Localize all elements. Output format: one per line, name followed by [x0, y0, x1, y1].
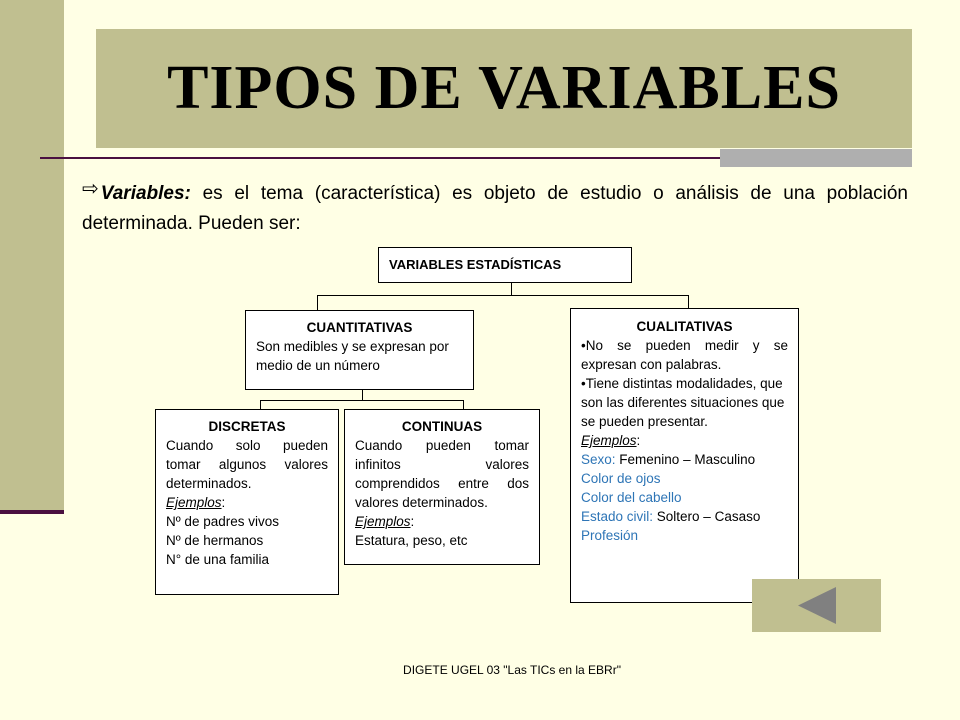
slide-footer: DIGETE UGEL 03 "Las TICs en la EBRr": [403, 663, 621, 677]
left-accent-bar: [0, 0, 64, 512]
cuantitativas-box: [245, 310, 474, 390]
discretas-example-2: Nº de hermanos: [166, 533, 264, 548]
cualitativas-title: CUALITATIVAS: [636, 319, 733, 334]
cualitativas-point-2: •Tiene distintas modalidades, que son las diferentes situaciones que se pueden presentar.: [581, 376, 785, 429]
cualitativas-example-2: Color de ojos: [581, 471, 661, 486]
intro-paragraph: [82, 178, 908, 239]
intro-term: Variables:: [100, 183, 191, 204]
connector-cuantitativas-down: [362, 389, 363, 400]
bullet-icon: •: [581, 338, 586, 353]
cualitativas-example-4: Estado civil: Soltero – Casaso: [581, 509, 761, 524]
discretas-examples-label: Ejemplos:: [166, 495, 226, 510]
cuantitativas-title: CUANTITATIVAS: [306, 320, 413, 335]
root-label: VARIABLES ESTADÍSTICAS: [389, 257, 562, 272]
left-accent-line: [0, 510, 64, 514]
connector-root-down: [511, 283, 512, 295]
connector-to-cualitativas: [688, 295, 689, 309]
continuas-box: [344, 409, 540, 565]
cualitativas-example-5: Profesión: [581, 528, 639, 543]
cualitativas-box: [570, 308, 799, 603]
cualitativas-example-3: Color del cabello: [581, 490, 682, 505]
continuas-title: CONTINUAS: [401, 419, 483, 434]
intro-text: es el tema (característica) es objeto de estudio o análisis de una población determinada. Pueden ser:: [82, 183, 908, 234]
connector-level1-horizontal: [317, 295, 689, 296]
slide-title: TIPOS DE VARIABLES: [167, 54, 841, 122]
cualitativas-point-1: •No se pueden medir y se expresan con palabras.: [581, 338, 788, 372]
back-button[interactable]: [752, 579, 881, 632]
arrow-bullet-icon: ⇨: [82, 178, 99, 200]
bullet-icon: •: [581, 376, 586, 391]
continuas-examples-label: Ejemplos:: [355, 514, 415, 529]
cualitativas-examples-label: Ejemplos:: [581, 433, 641, 448]
continuas-example-1: Estatura, peso, etc: [355, 533, 468, 548]
discretas-title: DISCRETAS: [208, 419, 286, 434]
discretas-box: [155, 409, 339, 595]
back-arrow-icon: [752, 579, 881, 632]
root-box: [378, 247, 632, 283]
cuantitativas-desc: Son medibles y se expresan por medio de un número: [256, 339, 449, 373]
continuas-desc: Cuando pueden tomar infinitos valores comprendidos entre dos valores determinados.: [355, 438, 529, 510]
cualitativas-example-1: Sexo: Femenino – Masculino: [581, 452, 756, 467]
discretas-example-1: Nº de padres vivos: [166, 514, 279, 529]
discretas-example-3: N° de una familia: [166, 552, 269, 567]
connector-level2-horizontal: [260, 400, 464, 401]
decorative-gray-block: [720, 149, 912, 167]
discretas-desc: Cuando solo pueden tomar algunos valores determinados.: [166, 438, 328, 491]
connector-to-cuantitativas: [317, 295, 318, 311]
